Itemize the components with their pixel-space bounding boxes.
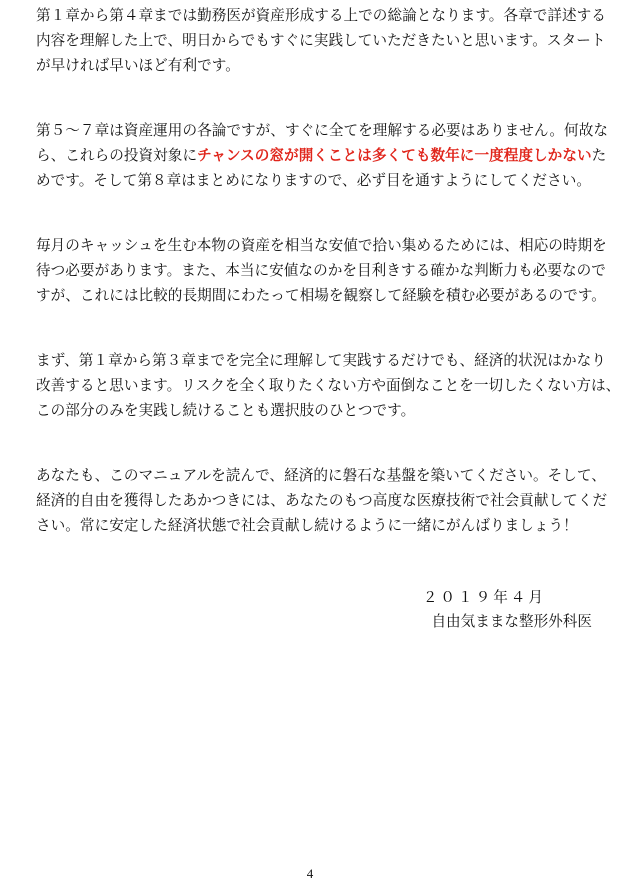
paragraph-line: 第１章から第４章までは勤務医が資産形成する上での総論となります。各章で詳述する xyxy=(36,7,606,24)
paragraph-chapters-1-4 xyxy=(36,3,606,78)
paragraph-chapters-5-7 xyxy=(36,118,608,193)
paragraph-line: さい。常に安定した経済状態で社会貢献し続けるように一緒にがんばりましょう！ xyxy=(36,517,578,534)
paragraph-closing xyxy=(36,463,608,538)
text-segment: ら、これらの投資対象に xyxy=(36,147,198,164)
paragraph-line: 待つ必要があります。また、本当に安値なのかを目利きする確かな判断力も必要なので xyxy=(36,262,606,279)
highlighted-text: チャンスの窓が開くことは多くても数年に一度程度しかない xyxy=(197,147,592,164)
signature-date: ２０１９年４月 xyxy=(422,589,546,606)
paragraph-line: この部分のみを実践し続けることも選択肢のひとつです。 xyxy=(36,402,416,419)
paragraph-line xyxy=(36,143,607,168)
paragraph-chapters-1-3 xyxy=(36,348,620,423)
paragraph-line: すが、これには比較的長期間にわたって相場を観察して経験を積む必要があるのです。 xyxy=(36,287,606,304)
paragraph-line: 内容を理解した上で、明日からでもすぐに実践していただきたいと思います。スタート xyxy=(36,32,606,49)
paragraph-assets xyxy=(36,233,607,308)
paragraph-line: 第５～７章は資産運用の各論ですが、すぐに全てを理解する必要はありません。何故な xyxy=(36,122,608,139)
paragraph-line: あなたも、このマニュアルを読んで、経済的に磐石な基盤を築いてください。そして、 xyxy=(36,467,606,484)
signature-author: 自由気ままな整形外科医 xyxy=(431,613,592,630)
paragraph-line: 毎月のキャッシュを生む本物の資産を相当な安値で拾い集めるためには、相応の時期を xyxy=(36,237,607,254)
paragraph-line: 経済的自由を獲得したあかつきには、あなたのもつ高度な医療技術で社会貢献してくだ xyxy=(36,492,608,509)
paragraph-line: まず、第１章から第３章までを完全に理解して実践するだけでも、経済的状況はかなり xyxy=(36,352,606,369)
text-segment: た xyxy=(591,147,607,164)
paragraph-line: めです。そして第８章はまとめになりますので、必ず目を通すようにしてください。 xyxy=(36,172,592,189)
paragraph-line: が早ければ早いほど有利です。 xyxy=(36,57,240,74)
paragraph-line: 改善すると思います。リスクを全く取りたくない方や面倒なことを一切したくない方は、 xyxy=(36,377,620,394)
page-number: 4 xyxy=(306,866,314,881)
